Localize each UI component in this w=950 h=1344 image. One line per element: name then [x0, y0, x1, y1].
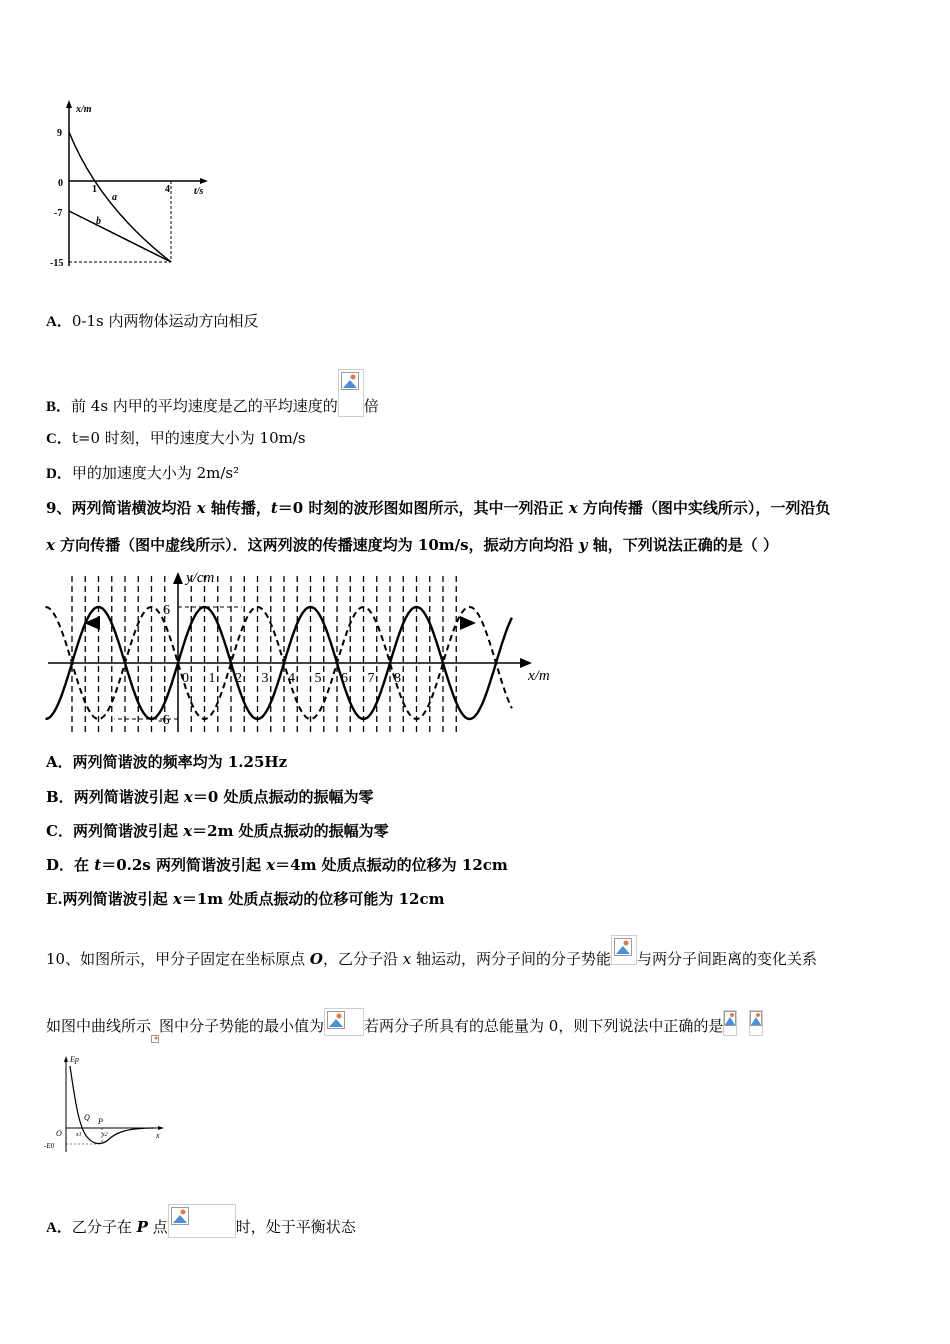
- wave-x-axis-label: x/m: [528, 668, 550, 684]
- wave-y-axis-label: y/cm: [186, 570, 215, 586]
- wave-gridlines: [72, 576, 456, 732]
- option-text: 两列简谐波引起: [73, 788, 184, 806]
- stem-text: 轴传播，: [205, 499, 271, 517]
- q9-option-a: [46, 752, 287, 772]
- option-text: ＝0.2s 两列简谐波引起: [101, 856, 267, 874]
- wave-y-tick-neg6: -6: [158, 713, 170, 728]
- q9-stem-line2: [46, 535, 778, 555]
- stem-text: 两列简谐横波均沿: [71, 499, 197, 517]
- tick-x-4: 4: [165, 184, 170, 195]
- ep-x2-label: x2: [102, 1132, 108, 1138]
- broken-image-icon: [338, 369, 364, 417]
- option-text: 乙分子在: [71, 1218, 137, 1236]
- option-text-after: 倍: [363, 397, 379, 415]
- stem-text: 图中分子势能的最小值为: [159, 1017, 325, 1035]
- xt-graph-figure: [44, 96, 224, 276]
- question-number: 10、: [46, 950, 81, 968]
- var-p: P: [136, 1218, 148, 1236]
- option-text: 甲的加速度大小为 2m/s²: [71, 464, 240, 482]
- tick-y-9: 9: [57, 128, 62, 139]
- q8-option-b: [46, 369, 379, 417]
- option-key: C．: [46, 431, 72, 447]
- stem-text: 如图所示，甲分子固定在坐标原点: [80, 950, 310, 968]
- ep-x-axis-arrow: [158, 1126, 164, 1130]
- option-text: 两列简谐波引起: [62, 890, 173, 908]
- wave-x-tick: 1: [208, 671, 216, 686]
- q9-option-e: [46, 889, 444, 909]
- broken-image-icon: [611, 935, 637, 965]
- option-text: 两列简谐波的频率均为 1.25Hz: [72, 753, 288, 771]
- wave-x-tick: 6: [341, 671, 348, 686]
- broken-image-icon: [151, 1028, 159, 1036]
- wave-y-axis-arrow: [173, 572, 183, 584]
- option-key: A．: [46, 753, 73, 771]
- option-key: B．: [46, 399, 72, 415]
- ep-y-axis-arrow: [64, 1056, 68, 1062]
- stem-text: 与两分子间距离的变化关系: [636, 950, 817, 968]
- option-text: 在: [74, 856, 95, 874]
- ep-origin-label: O: [56, 1129, 62, 1138]
- option-key: E.: [46, 890, 63, 908]
- q8-option-a: [46, 311, 258, 332]
- ep-curve: [70, 1066, 154, 1144]
- stem-text: 方向传播（图中虚线所示）．这两列波的传播速度均为 10m/s，振动方向均沿: [54, 536, 579, 554]
- y-axis-label: x/m: [76, 104, 92, 115]
- tick-y-neg15: -15: [50, 258, 64, 269]
- option-text: ＝2m 处质点振动的振幅为零: [192, 822, 389, 840]
- var-x: x: [402, 950, 412, 968]
- wave-x-ticks: [182, 671, 401, 686]
- option-key: A．: [46, 1220, 72, 1236]
- wave-x-tick: 8: [394, 671, 401, 686]
- wave-y-tick-6: 6: [163, 603, 170, 618]
- option-text: 0-1s 内两物体运动方向相反: [71, 312, 259, 330]
- broken-image-icon: [168, 1204, 236, 1238]
- option-text: 点: [147, 1218, 168, 1236]
- option-key: D．: [46, 466, 72, 482]
- wave-x-axis-arrow: [520, 658, 532, 668]
- ep-min-label: -E0: [44, 1142, 55, 1150]
- stem-text: 轴运动，两分子间的分子势能: [411, 950, 611, 968]
- wave-x-tick: 0: [182, 671, 189, 686]
- ep-point-q: Q: [84, 1113, 90, 1122]
- potential-energy-figure: [42, 1048, 172, 1160]
- var-o: O: [309, 950, 323, 968]
- question-number: 9、: [46, 499, 72, 517]
- option-text: ＝4m 处质点振动的位移为 12cm: [275, 856, 508, 874]
- broken-image-icon: [749, 1010, 763, 1036]
- wave-x-tick: 3: [261, 671, 269, 686]
- q8-option-d: [46, 463, 239, 484]
- wave-x-tick: 7: [367, 671, 375, 686]
- var-x: x: [183, 788, 193, 806]
- curve-b-label: b: [96, 216, 101, 227]
- stem-text: ＝0 时刻的波形图如图所示，其中一列沿正: [277, 499, 569, 517]
- var-x: x: [266, 856, 276, 874]
- wave-x-tick: 2: [235, 671, 242, 686]
- option-key: D．: [46, 856, 75, 874]
- x-axis-label: t/s: [194, 186, 204, 197]
- ep-x-label: x: [156, 1131, 160, 1140]
- option-text: 前 4s 内甲的平均速度是乙的平均速度的: [71, 397, 338, 415]
- q9-option-d: [46, 855, 508, 875]
- q9-option-c: [46, 821, 389, 841]
- option-text: t=0 时刻，甲的速度大小为 10m/s: [71, 429, 306, 447]
- wave-figure: [44, 566, 564, 738]
- option-key: A．: [46, 314, 72, 330]
- var-t: t: [94, 856, 102, 874]
- stem-text: 方向传播（图中实线所示），一列沿负: [577, 499, 831, 517]
- ep-x1-label: x1: [76, 1132, 82, 1138]
- option-text: ＝0 处质点振动的振幅为零: [192, 788, 374, 806]
- q8-option-c: [46, 428, 306, 449]
- q9-stem-line1: [46, 498, 830, 518]
- option-key: C．: [46, 822, 73, 840]
- curve-a-label: a: [112, 192, 117, 203]
- option-text: 时，处于平衡状态: [235, 1218, 356, 1236]
- var-x: x: [568, 499, 578, 517]
- q10-stem-line1: [46, 935, 817, 969]
- var-x: x: [183, 822, 193, 840]
- wave-x-tick: 4: [288, 671, 295, 686]
- ep-y-label: Ep: [70, 1055, 79, 1064]
- stem-text: 若两分子所具有的总能量为 0，则下列说法中正确的是: [364, 1017, 724, 1035]
- wave-x-tick: 5: [314, 671, 322, 686]
- var-x: x: [172, 890, 182, 908]
- var-x: x: [196, 499, 206, 517]
- q10-stem-line2: [46, 1008, 763, 1036]
- q9-option-b: [46, 787, 374, 807]
- right-direction-arrow: [460, 616, 476, 630]
- tick-y-0: 0: [58, 178, 63, 189]
- var-y: y: [578, 536, 588, 554]
- stem-text: ，乙分子沿: [322, 950, 403, 968]
- curve-a: [69, 132, 171, 262]
- x-axis-arrow: [200, 178, 208, 184]
- broken-image-icon: [324, 1008, 364, 1036]
- tick-x-1: 1: [92, 184, 97, 195]
- q10-option-a: [46, 1204, 356, 1238]
- line-b: [69, 211, 171, 262]
- option-text: ＝1m 处质点振动的位移可能为 12cm: [181, 890, 445, 908]
- var-t: t: [270, 499, 278, 517]
- broken-image-icon: [723, 1010, 737, 1036]
- option-text: 两列简谐波引起: [72, 822, 184, 840]
- stem-text: 如图中曲线所示: [46, 1017, 152, 1035]
- option-key: B．: [46, 788, 74, 806]
- var-x: x: [46, 536, 55, 554]
- tick-y-neg7: -7: [54, 208, 63, 219]
- y-axis-arrow: [66, 100, 72, 108]
- ep-point-p: P: [98, 1117, 103, 1126]
- stem-text: 轴，下列说法正确的是（ ）: [587, 536, 778, 554]
